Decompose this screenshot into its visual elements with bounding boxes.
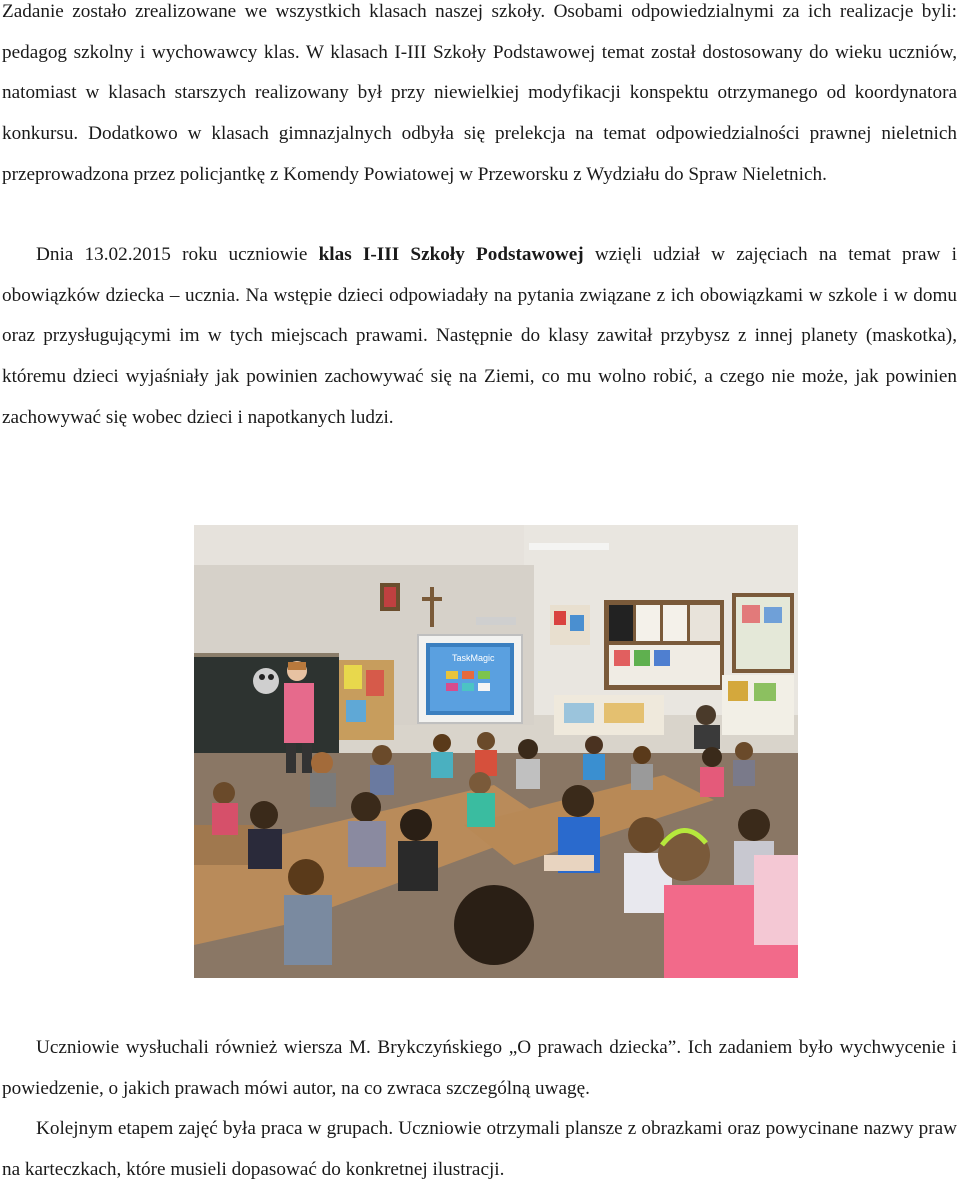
paragraph-intro: Zadanie zostało zrealizowane we wszystkich klasach naszej szkoły. Osobami odpowiedzialnymi za ich realizacje byli: pedagog szkolny i wychowawcy klas. W klasach I-III Szkoły Podstawowej temat został dostosowany do wieku uczniów, natomiast w klasach starszych realizowany był przy niewielkiej modyfikacji konspektu otrzymanego od koordynatora konkursu. Dodatkowo w klasach gimnazjalnych odbyła się prelekcja na temat odpowiedzialności prawnej nieletnich przeprowadzona przez policjantkę z Komendy Powiatowej w Przeworsku z Wydziału do Spraw Nieletnich. — [2, 1, 957, 185]
whiteboard-title: TaskMagic — [452, 653, 495, 663]
paragraph-event — [2, 235, 957, 439]
paragraph-event-end: wzięli udział w zajęciach na temat praw i obowiązków dziecka – ucznia. Na wstępie dzieci odpowiadały na pytania związane z ich obowiązkami w szkole i w domu oraz przysługującymi im w tych miejscach prawami. Następnie do klasy zawitał przybysz z innej planety (maskotka), któremu dzieci wyjaśniały jak powinien zachowywać się na Ziemi, co mu wolno robić, a czego nie może, jak powinien zachowywać się wobec dzieci i napotkanych ludzi. — [2, 244, 957, 428]
paragraph-event-bold: klas I-III Szkoły Podstawowej — [318, 244, 584, 265]
paragraph-poem: Uczniowie wysłuchali również wiersza M. Brykczyńskiego „O prawach dziecka”. Ich zadaniem było wychwycenie i powiedzenie, o jakich prawach mówi autor, na co zwraca szczególną uwagę. — [2, 1037, 957, 1099]
paragraph-event-start: Dnia 13.02.2015 roku uczniowie — [36, 244, 319, 265]
paragraph-groupwork: Kolejnym etapem zajęć była praca w grupach. Uczniowie otrzymali plansze z obrazkami oraz powycinane nazwy praw na karteczkach, które musieli dopasować do konkretnej ilustracji. — [2, 1118, 957, 1180]
classroom-photo — [194, 525, 798, 978]
